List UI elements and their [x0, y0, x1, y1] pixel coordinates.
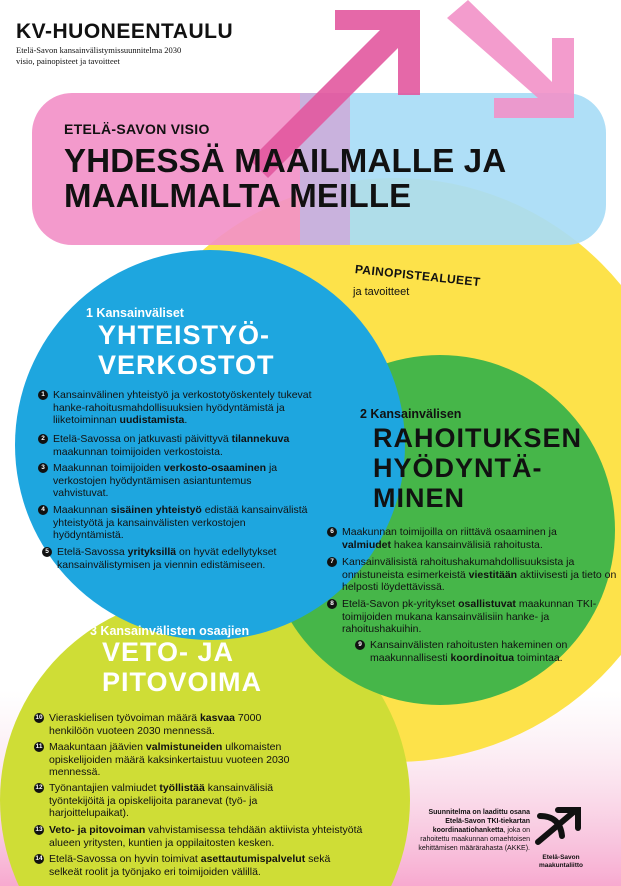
section-title-line: HYÖDYNTÄ-	[373, 453, 543, 483]
subtitle-line: visio, painopisteet ja tavoitteet	[16, 56, 120, 66]
logo-caption	[526, 854, 596, 870]
goal-number: 10	[34, 713, 44, 723]
goal-item	[34, 741, 324, 779]
focus-areas-subtitle: ja tavoitteet	[353, 286, 410, 298]
poster-subtitle	[16, 45, 181, 67]
goal-number: 13	[34, 825, 44, 835]
goal-text: Työnantajien valmiudet työllistää kansainvälisiä työntekijöitä ja opiskelijoita paranevat (työ- ja harjoittelupaikat).	[49, 782, 274, 819]
goal-item	[327, 526, 607, 551]
goal-text: Maakunnan toimijoilla on riittävä osaaminen ja valmiudet hakea kansainvälisiä rahoitusta.	[342, 526, 557, 551]
section-2-label: 2 Kansainvälisen	[360, 407, 462, 421]
focus-areas-title: PAINOPISTEALUEET	[354, 262, 482, 290]
footer-note: Suunnitelma on laadittu osana Etelä-Savon TKI-tiekartan koordinaatiohanketta, joka on rahoitettu maakunnan omaehtoisen kehittämisen määrärahasta (AKKE).	[418, 809, 530, 852]
goal-item	[38, 433, 338, 458]
goal-text: Kansainvälisten rahoitusten hakeminen on maakunnallisesti koordinoitua toimintaa.	[370, 639, 568, 664]
section-1-label: 1 Kansainväliset	[86, 306, 184, 320]
goal-number: 1	[38, 390, 48, 400]
arrow-cross-logo-icon	[532, 802, 588, 848]
section-title-line: VERKOSTOT	[98, 350, 275, 380]
goal-number: 4	[38, 505, 48, 515]
goal-text: Maakunnan sisäinen yhteistyö edistää kansainvälistä yhteistyötä ja kansainvälisten verkostojen hyödyntämistä.	[53, 504, 308, 541]
logo-caption-line: Etelä-Savon	[542, 854, 580, 861]
section-title-line: RAHOITUKSEN	[373, 423, 583, 453]
goal-number: 5	[42, 547, 52, 557]
vision-headline: YHDESSÄ MAAILMALLE JA MAAILMALTA MEILLE	[64, 142, 506, 214]
section-title-line: PITOVOIMA	[102, 667, 263, 697]
goal-item	[42, 546, 317, 571]
goal-number: 12	[34, 783, 44, 793]
goal-text: Maakuntaan jäävien valmistuneiden ulkomaisten opiskelijoiden määrä kaksinkertaistuu vuoteen 2030 mennessä.	[49, 741, 290, 778]
vision-label: ETELÄ-SAVON VISIO	[64, 121, 210, 137]
goal-text: Kansainvälisistä rahoitushakumahdollisuuksista ja onnistuneista esimerkeistä viestitään aktiivisesti ja tieto on helposti löydettävissä.	[342, 556, 617, 593]
goal-text: Etelä-Savossa on hyvin toimivat asettautumispalvelut sekä selkeät roolit ja työnjako eri toimijoiden välillä.	[49, 853, 331, 878]
goal-item	[38, 389, 320, 427]
goal-item	[34, 853, 364, 878]
goal-text: Kansainvälinen yhteistyö ja verkostotyöskentely tukevat hanke-rahoitusmahdollisuuksien hyödyntämistä ja liiketoiminnan uudistamista.	[53, 389, 312, 426]
section-1-title	[98, 320, 275, 380]
goal-text: Etelä-Savon pk-yritykset osallistuvat maakunnan TKI-toimijoiden mukana kansainvälisiin hanke- ja rahoitushakuihin.	[342, 598, 597, 635]
goal-text: Etelä-Savossa yrityksillä on hyvät edellytykset kansainvälistymisen ja viennin edistämiseen.	[57, 546, 277, 571]
section-2-title	[373, 423, 582, 513]
goal-item	[38, 504, 308, 542]
goal-item	[34, 712, 294, 737]
goal-text: Vieraskielisen työvoiman määrä kasvaa 7000 henkilöön vuoteen 2030 mennessä.	[49, 712, 262, 737]
goal-text: Etelä-Savossa on jatkuvasti päivittyvä tilannekuva maakunnan toimijoiden verkostoista.	[53, 433, 290, 458]
goal-number: 3	[38, 463, 48, 473]
goal-item	[355, 639, 605, 664]
goal-number: 11	[34, 742, 44, 752]
goal-number: 2	[38, 434, 48, 444]
logo-caption-line: maakuntaliitto	[538, 862, 584, 869]
goal-item	[34, 824, 364, 849]
section-title-line: YHTEISTYÖ-	[98, 320, 271, 350]
poster-title: KV-HUONEENTAULU	[16, 20, 234, 43]
section-title-line: MINEN	[373, 483, 465, 513]
goal-number: 8	[327, 599, 337, 609]
goal-item	[34, 782, 324, 820]
goal-item	[327, 598, 597, 636]
subtitle-line: Etelä-Savon kansainvälistymissuunnitelma 2030	[16, 45, 182, 55]
goal-number: 6	[327, 527, 337, 537]
goal-text: Maakunnan toimijoiden verkosto-osaaminen ja verkostojen hyödyntämisen asiantuntemus vahvistuvat.	[53, 462, 278, 499]
goal-item	[38, 462, 308, 500]
section-3-label: 3 Kansainvälisten osaajien	[90, 624, 250, 638]
goal-number: 7	[327, 557, 337, 567]
section-title-line: VETO- JA	[102, 637, 235, 667]
section-3-title	[102, 637, 262, 697]
goal-text: Veto- ja pitovoiman vahvistamisessa tehdään aktiivista yhteistyötä alueen yritysten, kuntien ja oppilaitosten kesken.	[49, 824, 363, 849]
goal-item	[327, 556, 617, 594]
goal-number: 14	[34, 854, 44, 864]
goal-number: 9	[355, 640, 365, 650]
